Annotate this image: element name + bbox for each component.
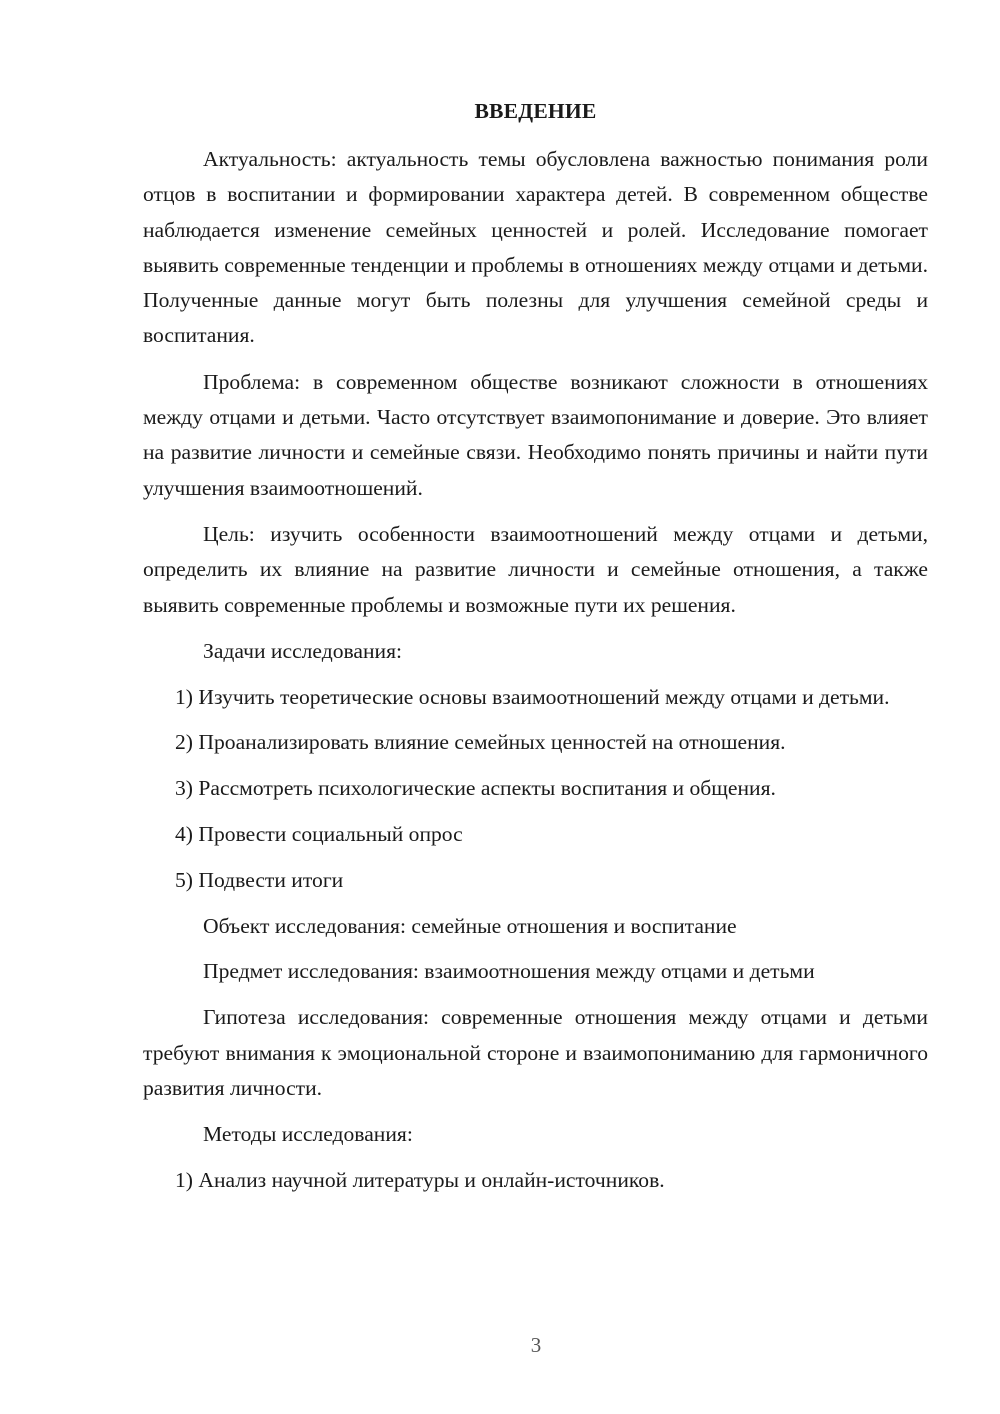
task-item: 5) Подвести итоги <box>175 867 344 892</box>
page-number: 3 <box>530 1333 542 1357</box>
task-item: 3) Рассмотреть психологические аспекты воспитания и общения. <box>175 776 776 801</box>
subject-paragraph: Предмет исследования: взаимоотношения между отцами и детьми <box>203 959 815 984</box>
tasks-heading: Задачи исследования: <box>203 638 403 663</box>
method-item: 1) Анализ научной литературы и онлайн-источников. <box>175 1167 665 1192</box>
object-paragraph: Объект исследования: семейные отношения и воспитание <box>203 913 737 938</box>
hypothesis-paragraph: Гипотеза исследования: современные отношения между отцами и детьми требуют внимания к эмоциональной стороне и взаимопониманию для гармоничного развития личности. <box>143 1005 928 1100</box>
goal-paragraph: Цель: изучить особенности взаимоотношений между отцами и детьми, определить их влияние на развитие личности и семейные отношения, а также выявить современные проблемы и возможные пути их решения. <box>143 521 928 617</box>
methods-heading: Методы исследования: <box>203 1122 413 1147</box>
problem-paragraph: Проблема: в современном обществе возникают сложности в отношениях между отцами и детьми. Часто отсутствует взаимопонимание и доверие. Это влияет на развитие личности и семейные связи. Необходимо понять причины и найти пути улучшения взаимоотношений. <box>143 369 928 500</box>
task-item: 2) Проанализировать влияние семейных ценностей на отношения. <box>175 730 786 755</box>
task-item: 1) Изучить теоретические основы взаимоотношений между отцами и детьми. <box>175 684 890 709</box>
task-item: 4) Провести социальный опрос <box>175 822 463 847</box>
relevance-paragraph: Актуальность: актуальность темы обусловлена важностью понимания роли отцов в воспитании и формировании характера детей. В современном обществе наблюдается изменение семейных ценностей и ролей. Исследование помогает выявить современные тенденции и проблемы в отношениях между отцами и детьми. Полученные данные могут быть полезны для улучшения семейной среды и воспитания. <box>143 147 928 348</box>
page-content <box>143 94 928 1209</box>
section-title: ВВЕДЕНИЕ <box>474 99 597 123</box>
